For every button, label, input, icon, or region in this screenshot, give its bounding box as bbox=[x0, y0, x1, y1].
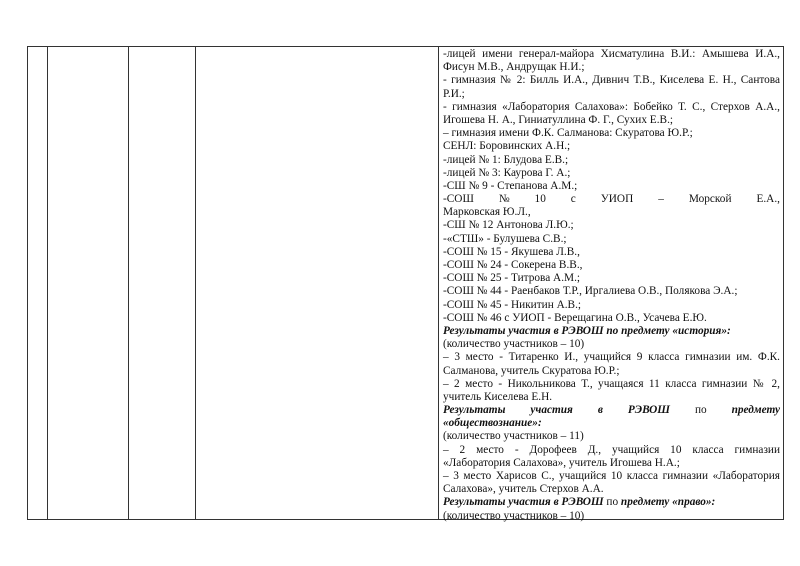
word: Е.А., bbox=[756, 193, 780, 206]
column-divider bbox=[47, 47, 48, 519]
text-line: -лицей № 1: Блудова Е.В.; bbox=[443, 153, 569, 166]
social-place3-cont: Салахова», учитель Стерхов А.А. bbox=[443, 483, 604, 496]
word: Результаты bbox=[443, 404, 506, 417]
social-heading bbox=[443, 404, 780, 417]
column-divider bbox=[195, 47, 196, 519]
results-table bbox=[27, 46, 784, 520]
text-line: -СОШ № 25 - Титрова А.М.; bbox=[443, 272, 581, 285]
heading-part: предмету «право»: bbox=[620, 496, 716, 509]
text-line: - гимназия «Лаборатория Салахова»: Бобейко Т. С., Стерхов А.А., bbox=[443, 100, 780, 113]
text-line: -СОШ № 45 - Никитин А.В.; bbox=[443, 298, 582, 311]
text-line: Марковская Ю.Л., bbox=[443, 206, 531, 219]
text-line: Игошева Н. А., Гиниатуллина Ф. Г., Сухих Е.В.; bbox=[443, 113, 674, 126]
text-line: -«СТШ» - Булушева С.В.; bbox=[443, 232, 567, 245]
text-line: -СОШ № 15 - Якушева Л.В., bbox=[443, 245, 580, 258]
law-heading bbox=[443, 496, 780, 509]
word: предмету bbox=[731, 404, 780, 417]
heading-part: по bbox=[603, 496, 621, 509]
history-place3: – 3 место - Титаренко И., учащийся 9 класса гимназии им. Ф.К. bbox=[443, 351, 780, 364]
text-line: - гимназия № 2: Билль И.А., Дивнич Т.В., Киселева Е. Н., Сантова bbox=[443, 74, 780, 87]
history-heading: Результаты участия в РЭВОШ по предмету «история»: bbox=[443, 324, 731, 337]
text-line: -СШ № 12 Антонова Л.Ю.; bbox=[443, 219, 574, 232]
text-line: – гимназия имени Ф.К. Салманова: Скуратова Ю.Р.; bbox=[443, 127, 693, 140]
column-divider bbox=[438, 47, 439, 519]
text-line: -лицей имени генерал-майора Хисматулина В.И.: Амышева И.А., bbox=[443, 48, 780, 60]
history-count: (количество участников – 10) bbox=[443, 338, 585, 351]
social-place2-cont: «Лаборатория Салахова», учитель Игошева Н.А.; bbox=[443, 456, 680, 469]
text-line: -СОШ № 44 - Раенбаков Т.Р., Иргалиева О.В., Полякова Э.А.; bbox=[443, 285, 738, 298]
text-line: -лицей № 3: Каурова Г. А.; bbox=[443, 166, 571, 179]
social-heading-cont: «обществознание»: bbox=[443, 417, 542, 430]
text-line-soch10 bbox=[443, 193, 780, 206]
text-line: -СОШ № 24 - Сокерена В.В., bbox=[443, 259, 583, 271]
text-line: Р.И.; bbox=[443, 87, 465, 100]
word: – bbox=[658, 193, 664, 206]
column-divider bbox=[128, 47, 129, 519]
word: № bbox=[498, 193, 510, 206]
word: РЭВОШ bbox=[627, 404, 670, 417]
text-line: СЕНЛ: Боровинских А.Н.; bbox=[443, 140, 571, 153]
text-line: -СШ № 9 - Степанова А.М.; bbox=[443, 179, 578, 192]
word: участия bbox=[530, 404, 573, 417]
word: Морской bbox=[688, 193, 732, 206]
history-place3-cont: Салманова, учитель Скуратова Ю.Р.; bbox=[443, 364, 620, 377]
text-line: -СОШ № 46 с УИОП - Верещагина О.В., Усачева Е.Ю. bbox=[443, 311, 707, 324]
word: в bbox=[597, 404, 603, 417]
history-place2: – 2 место - Никольникова Т., учащаяся 11 класса гимназии № 2, bbox=[443, 377, 780, 390]
word: по bbox=[694, 404, 707, 417]
results-cell bbox=[440, 48, 783, 523]
word: УИОП bbox=[600, 193, 634, 206]
social-count: (количество участников – 11) bbox=[443, 430, 584, 443]
social-place3: – 3 место Харисов С., учащийся 10 класса гимназии «Лаборатория bbox=[443, 470, 780, 482]
social-place2: – 2 место - Дорофеев Д., учащийся 10 класса гимназии bbox=[443, 443, 780, 456]
heading-part: Результаты участия в РЭВОШ bbox=[443, 496, 604, 509]
word: -СОШ bbox=[443, 193, 474, 206]
history-place2-cont: учитель Киселева Е.Н. bbox=[443, 390, 553, 403]
law-count: (количество участников – 10) bbox=[443, 509, 585, 522]
word: 10 bbox=[534, 193, 546, 206]
text-line: Фисун М.В., Андрущак Н.И.; bbox=[443, 61, 585, 74]
word: с bbox=[570, 193, 576, 206]
